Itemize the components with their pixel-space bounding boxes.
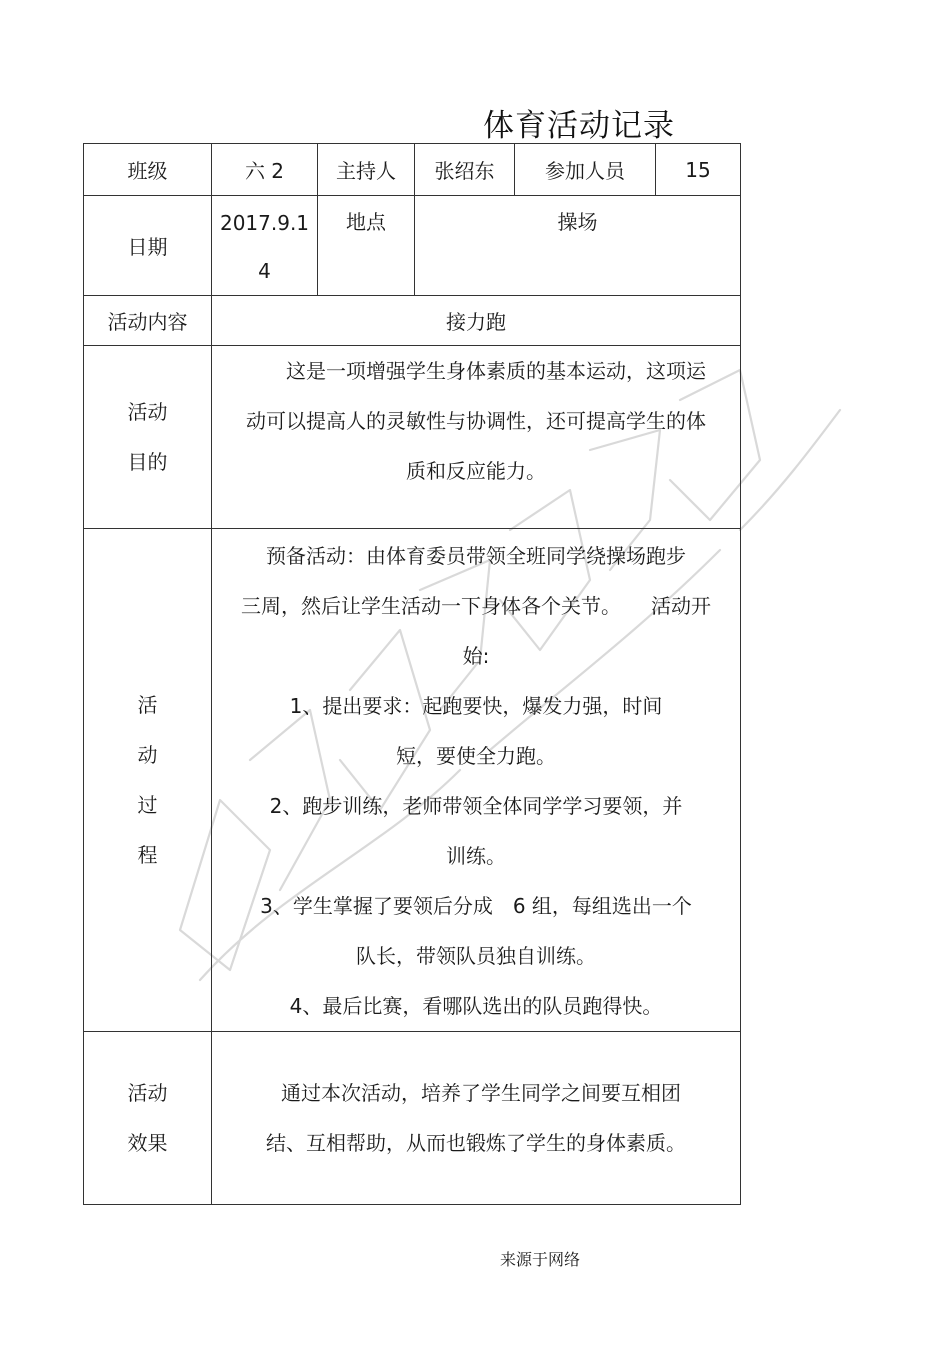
class-value: 六 2 — [212, 144, 318, 196]
purpose-line-3: 质和反应能力。 — [406, 459, 546, 483]
process-text — [212, 529, 741, 1032]
process-label-char-1: 活 — [137, 693, 158, 717]
effect-line-2: 结、互相帮助，从而也锻炼了学生的身体素质。 — [266, 1131, 686, 1155]
place-value: 操场 — [415, 196, 741, 296]
row-class-info — [84, 144, 741, 196]
date-value — [212, 196, 318, 296]
effect-text — [212, 1032, 741, 1205]
process-line-1: 预备活动：由体育委员带领全班同学绕操场跑步 — [266, 544, 686, 568]
row-content — [84, 296, 741, 346]
page-title: 体育活动记录 — [483, 108, 675, 144]
date-label: 日期 — [84, 196, 212, 296]
process-label-char-3: 过 — [137, 793, 158, 817]
effect-line-1: 通过本次活动，培养了学生同学之间要互相团 — [281, 1081, 681, 1105]
effect-label-line-1: 活动 — [127, 1081, 168, 1105]
process-line-6: 2、跑步训练，老师带领全体同学学习要领，并 — [269, 794, 683, 818]
effect-label — [84, 1032, 212, 1205]
content-label: 活动内容 — [84, 296, 212, 346]
participants-label: 参加人员 — [515, 144, 656, 196]
process-line-3: 始: — [462, 644, 490, 668]
process-line-5: 短，要使全力跑。 — [396, 744, 556, 768]
process-line-8: 3、学生掌握了要领后分成 6 组，每组选出一个 — [260, 894, 692, 918]
host-label: 主持人 — [318, 144, 415, 196]
process-line-2: 三周，然后让学生活动一下身体各个关节。 活动开 — [241, 594, 711, 618]
date-line-2: 4 — [258, 259, 271, 283]
participants-value: 15 — [656, 144, 741, 196]
place-label: 地点 — [318, 196, 415, 296]
effect-label-line-2: 效果 — [127, 1131, 168, 1155]
purpose-label-line-1: 活动 — [127, 400, 168, 424]
class-label: 班级 — [84, 144, 212, 196]
process-label-char-2: 动 — [137, 743, 158, 767]
row-date-place — [84, 196, 741, 296]
process-line-10: 4、最后比赛，看哪队选出的队员跑得快。 — [289, 994, 663, 1018]
process-label-char-4: 程 — [137, 843, 158, 867]
purpose-line-1: 这是一项增强学生身体素质的基本运动，这项运 — [286, 359, 706, 383]
purpose-text — [212, 346, 741, 529]
process-line-7: 训练。 — [446, 844, 506, 868]
content-value: 接力跑 — [212, 296, 741, 346]
purpose-label — [84, 346, 212, 529]
date-line-1: 2017.9.1 — [219, 211, 310, 235]
process-line-9: 队长，带领队员独自训练。 — [356, 944, 596, 968]
process-line-4: 1、提出要求：起跑要快，爆发力强，时间 — [289, 694, 663, 718]
row-effect — [84, 1032, 741, 1205]
host-value: 张绍东 — [415, 144, 515, 196]
process-label — [84, 529, 212, 1032]
activity-record-table — [83, 143, 741, 1205]
purpose-label-line-2: 目的 — [127, 450, 168, 474]
purpose-line-2: 动可以提高人的灵敏性与协调性，还可提高学生的体 — [246, 409, 706, 433]
source-footer: 来源于网络 — [500, 1250, 581, 1269]
row-process — [84, 529, 741, 1032]
row-purpose — [84, 346, 741, 529]
